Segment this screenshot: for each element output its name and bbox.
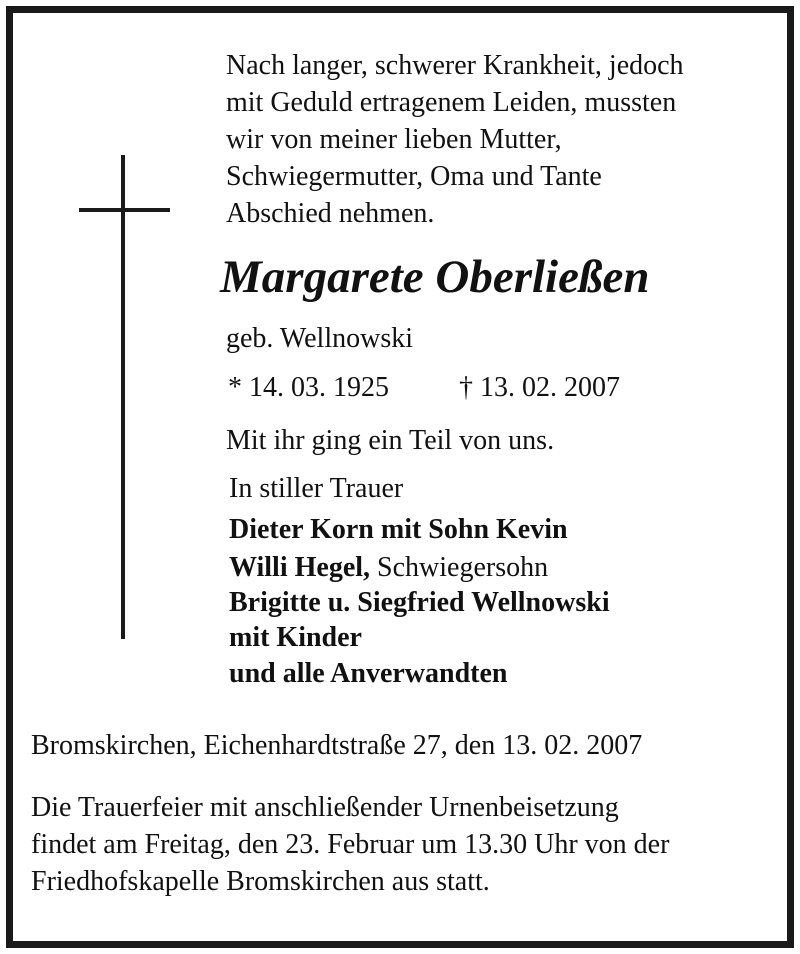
intro-text	[226, 47, 684, 232]
ceremony-line: Die Trauerfeier mit anschließender Urnenbeisetzung	[31, 792, 619, 823]
intro-line: Abschied nehmen.	[226, 198, 435, 229]
ceremony-line: Friedhofskapelle Bromskirchen aus statt.	[31, 866, 490, 897]
ceremony-text	[31, 789, 669, 900]
mourning-line: In stiller Trauer	[229, 473, 404, 504]
intro-line: mit Geduld ertragenem Leiden, mussten	[226, 87, 677, 118]
family-line: mit Kinder	[229, 622, 362, 653]
address-line: Bromskirchen, Eichenhardtstraße 27, den 13. 02. 2007	[31, 730, 643, 761]
family-member-name: Willi Hegel,	[229, 552, 371, 583]
family-line: Brigitte u. Siegfried Wellnowski	[229, 587, 610, 618]
family-line: und alle Anverwandten	[229, 658, 508, 689]
memorial-quote: Mit ihr ging ein Teil von uns.	[226, 425, 555, 456]
family-line	[229, 549, 548, 586]
maiden-name: geb. Wellnowski	[226, 323, 413, 354]
deceased-name: Margarete Oberließen	[220, 251, 650, 303]
family-relation: Schwiegersohn	[370, 552, 549, 583]
cross-icon	[121, 155, 125, 639]
family-line: Dieter Korn mit Sohn Kevin	[229, 514, 568, 545]
intro-line: Nach langer, schwerer Krankheit, jedoch	[226, 50, 684, 81]
death-date: † 13. 02. 2007	[459, 372, 620, 403]
birth-date: * 14. 03. 1925	[228, 372, 389, 403]
intro-line: Schwiegermutter, Oma und Tante	[226, 161, 602, 192]
ceremony-line: findet am Freitag, den 23. Februar um 13.30 Uhr von der	[31, 829, 670, 860]
cross-icon-bar	[79, 208, 170, 212]
intro-line: wir von meiner lieben Mutter,	[226, 124, 562, 155]
